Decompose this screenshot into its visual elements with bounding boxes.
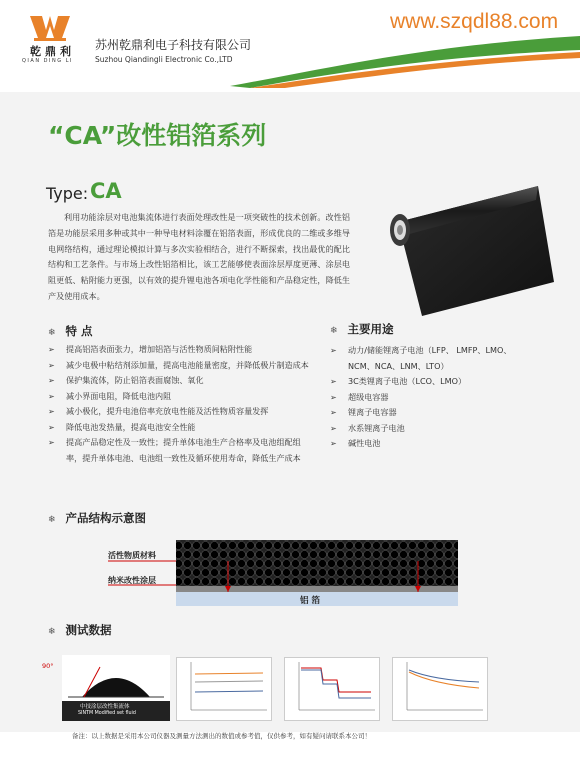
uses-heading — [330, 321, 394, 337]
test-chart-3 — [392, 657, 488, 721]
list-item: ➢ 动力/储能锂离子电池（LFP、 LMFP、LMO、NCM、NCA、LNM、LTO） — [330, 343, 530, 374]
drop-caption-cn: 中技涂层改性集流体 — [80, 704, 130, 710]
features-heading-text: 特 点 — [65, 324, 93, 338]
label-aluminum-foil: 铝 箔 — [300, 596, 320, 606]
label-nano-coating: 纳米改性涂层 — [108, 576, 156, 585]
type-label: Type: — [46, 184, 89, 203]
list-item: ➢ 锂离子电容器 — [330, 405, 530, 421]
list-item: ➢ 超级电容器 — [330, 390, 530, 406]
intro-paragraph: 利用功能涂层对电池集流体进行表面处理改性是一项突破性的技术创新。改性铝箔是功能层采用多种或其中一种导电材料涂覆在铝箔表面，形成优良的二维或多维导电网络结构，通过理论模拟计算与多次实验相结合，进行不断探索，找出最优的配比结构和工艺条件。与市场上改性铝箔相比，该工艺能够使表面涂层厚度更薄、涂层电阻更低、粘附能力更强，以有效的提升锂电池各项电化学性能和产品稳定性，降低生产及使用成本。 — [48, 212, 350, 301]
list-item: ➢ 减小界面电阻，降低电池内阻 — [48, 389, 313, 405]
snowflake-bullet-icon: ❄ — [48, 515, 56, 525]
list-item: ➢ 保护集流体，防止铝箔表面腐蚀、氧化 — [48, 373, 313, 389]
logo-chinese-name: 乾鼎利 — [30, 45, 75, 58]
list-item: ➢ 提高产品稳定性及一致性；提升单体电池生产合格率及电池组配组率，提升单体电池、电池组一致性及循环使用寿命，降低生产成本 — [48, 435, 313, 466]
company-name-en: Suzhou Qiandingli Electronic Co.,LTD — [95, 55, 233, 64]
footnote: 备注：以上数据是采用本公司仪器及测量方法测出的数值或参考值，仅供参考，如有疑问请联系本公司！ — [72, 732, 371, 740]
features-heading — [48, 323, 93, 339]
contact-angle-label: 90° — [42, 662, 54, 670]
snowflake-bullet-icon: ❄ — [48, 328, 56, 338]
test-data-heading — [48, 622, 112, 638]
list-item: ➢ 3C类锂离子电池（LCO、LMO） — [330, 374, 530, 390]
list-item: ➢ 水系锂离子电池 — [330, 421, 530, 437]
test-data-heading-text: 测试数据 — [65, 623, 112, 637]
test-chart-3-plot — [393, 658, 487, 720]
test-chart-2 — [284, 657, 380, 721]
label-active-material: 活性物质材料 — [108, 551, 156, 560]
test-chart-1-plot — [177, 658, 271, 720]
logo-english-name: QIAN DING LI — [22, 58, 73, 64]
list-item: ➢ 碱性电池 — [330, 436, 530, 452]
list-item: ➢ 减少电极中粘结剂添加量，提高电池能量密度，并降低极片制造成本 — [48, 358, 313, 374]
list-item: ➢ 提高铝箔表面张力，增加铝箔与活性物质间粘附性能 — [48, 342, 313, 358]
structure-heading — [48, 510, 146, 526]
company-name-cn: 苏州乾鼎利电子科技有限公司 — [95, 38, 252, 52]
uses-list — [330, 343, 530, 452]
list-item: ➢ 降低电池发热量，提高电池安全性能 — [48, 420, 313, 436]
drop-caption-en: SINTM Modified set fluid — [78, 711, 136, 716]
snowflake-bullet-icon: ❄ — [330, 326, 338, 336]
uses-heading-text: 主要用途 — [347, 322, 394, 336]
page-title: “CA”改性铝箔系列 — [48, 121, 267, 150]
list-item: ➢ 减小极化，提升电池倍率充放电性能及活性物质容量发挥 — [48, 404, 313, 420]
type-value: CA — [90, 179, 122, 203]
website-url[interactable]: www.szqdl88.com — [390, 10, 559, 33]
structure-diagram — [48, 532, 458, 612]
foil-roll-image — [368, 178, 558, 324]
structure-heading-text: 产品结构示意图 — [65, 511, 147, 525]
test-chart-1 — [176, 657, 272, 721]
test-chart-2-plot — [285, 658, 379, 720]
header-swoosh-decoration — [0, 28, 580, 88]
features-list — [48, 342, 313, 466]
snowflake-bullet-icon: ❄ — [48, 627, 56, 637]
